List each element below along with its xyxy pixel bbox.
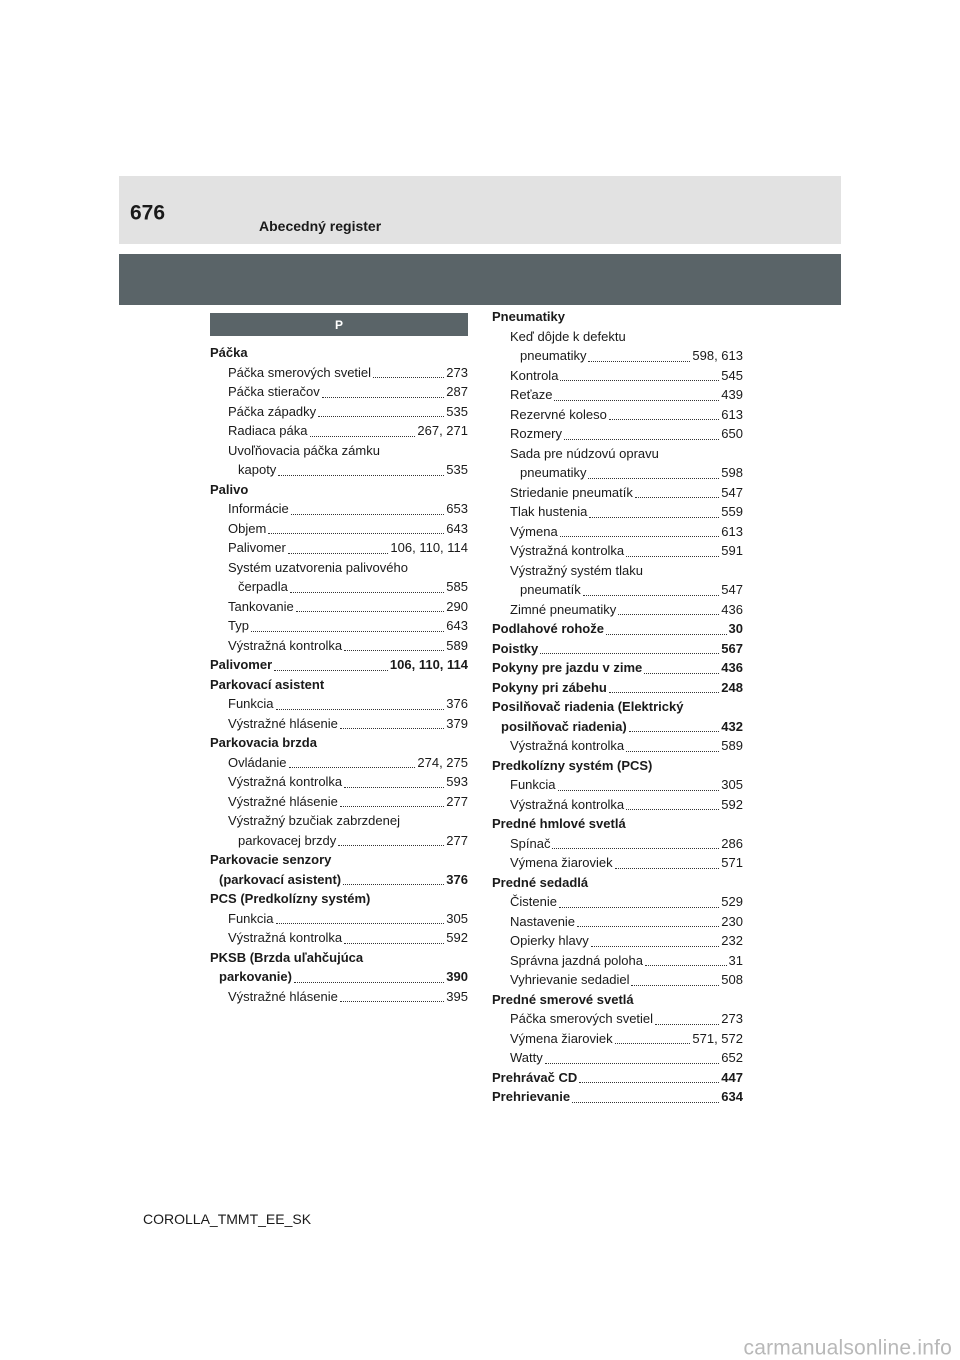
- index-entry: [210, 382, 468, 402]
- index-entry-page: 290: [446, 598, 468, 614]
- index-entry: [210, 655, 468, 675]
- index-entry-page: 592: [446, 930, 468, 945]
- index-entry-label: Správna jazdná poloha: [510, 952, 643, 968]
- dot-leader: [344, 786, 444, 788]
- index-entry-label: Výstražné hlásenie: [228, 715, 338, 731]
- index-entry: [210, 343, 468, 363]
- index-entry-page: 274, 275: [417, 754, 468, 770]
- index-entry-label: Striedanie pneumatík: [510, 484, 633, 500]
- dot-leader: [545, 1062, 720, 1064]
- index-entry-label: Zimné pneumatiky: [510, 601, 617, 617]
- index-entry: [492, 522, 743, 542]
- index-entry: [210, 363, 468, 383]
- index-entry-label: Funkcia: [228, 696, 274, 711]
- index-entry: [492, 1029, 743, 1049]
- index-entry-label: Palivomer: [210, 657, 273, 672]
- index-entry: [210, 558, 468, 578]
- dot-leader: [554, 399, 719, 401]
- index-entry-label: Výstražná kontrolka: [510, 543, 625, 558]
- index-entry-label: Výstražný bzučiak zabrzdenej: [228, 813, 400, 828]
- dot-leader: [540, 652, 719, 654]
- index-entry-label: Výmena žiaroviek: [510, 1030, 613, 1046]
- index-entry: [492, 1068, 743, 1088]
- dot-leader: [626, 750, 719, 752]
- index-entry-page: 567: [721, 640, 743, 656]
- dot-leader: [609, 691, 719, 693]
- index-entry: [492, 795, 743, 815]
- index-entry: [210, 519, 468, 539]
- index-entry-label: kapoty: [238, 462, 277, 477]
- index-entry-label: Posilňovač riadenia (Elektrický: [492, 699, 684, 714]
- index-entry: [210, 441, 468, 461]
- index-entry-page: 439: [721, 387, 743, 402]
- index-entry-page: 31: [728, 952, 743, 968]
- index-entry-label: Parkovacie senzory: [210, 852, 332, 867]
- index-entry-label: Pokyny pre jazdu v zime: [492, 660, 643, 675]
- index-entry-label: Vyhrievanie sedadiel: [510, 972, 630, 987]
- dot-leader: [344, 649, 444, 651]
- index-entry: [210, 850, 468, 870]
- index-entry-label: Predné smerové svetlá: [492, 991, 634, 1007]
- index-entry: [210, 499, 468, 519]
- index-entry: [210, 792, 468, 812]
- index-entry-label: Výstražný systém tlaku: [510, 562, 643, 578]
- index-entry-page: 634: [721, 1089, 743, 1104]
- index-entry-label: PCS (Predkolízny systém): [210, 891, 371, 906]
- index-entry-label: Ovládanie: [228, 754, 287, 770]
- index-entry: [492, 639, 743, 659]
- index-entry-label: parkovacej brzdy: [238, 832, 337, 848]
- index-entry: [492, 385, 743, 405]
- index-entry-label: Informácie: [228, 501, 289, 516]
- index-entry-page: 30: [728, 621, 743, 636]
- index-entry: [492, 931, 743, 951]
- dot-leader: [626, 555, 719, 557]
- index-entry: [492, 717, 743, 737]
- dot-leader: [626, 808, 719, 810]
- index-entry-label: Prehrievanie: [492, 1089, 571, 1104]
- index-entry-page: 232: [721, 933, 743, 948]
- index-entry: [492, 658, 743, 678]
- index-entry: [492, 834, 743, 854]
- index-entry-label: Predné hmlové svetlá: [492, 816, 626, 831]
- index-entry-label: parkovanie): [219, 969, 292, 984]
- index-entry-label: Podlahové rohože: [492, 621, 604, 636]
- dot-leader: [579, 1081, 719, 1083]
- index-entry-page: 508: [721, 972, 743, 987]
- dot-leader: [343, 883, 444, 885]
- index-entry-page: 535: [446, 462, 468, 477]
- index-entry-page: 273: [721, 1011, 743, 1026]
- index-entry-label: Watty: [510, 1050, 543, 1065]
- dot-leader: [629, 730, 720, 732]
- index-entry: [210, 714, 468, 734]
- index-entry-page: 390: [446, 969, 468, 984]
- dot-leader: [577, 925, 719, 927]
- index-entry: [492, 814, 743, 834]
- index-entry-label: Tlak hustenia: [510, 504, 588, 519]
- index-entry-page: 436: [721, 601, 743, 617]
- index-entry-label: Prehrávač CD: [492, 1069, 578, 1085]
- index-entry-page: 598: [721, 465, 743, 480]
- index-entry-label: Výmena: [510, 523, 558, 539]
- index-entry: [492, 1048, 743, 1068]
- index-entry: [210, 597, 468, 617]
- index-entry-label: Páčka smerových svetiel: [228, 364, 372, 380]
- index-entry: [210, 948, 468, 968]
- index-entry: [492, 327, 743, 347]
- index-entry: [210, 831, 468, 851]
- index-entry-label: Výstražná kontrolka: [228, 774, 343, 789]
- index-entry: [492, 366, 743, 386]
- index-entry-page: 571: [721, 855, 743, 870]
- index-entry-label: Objem: [228, 520, 267, 536]
- index-entry-page: 589: [446, 637, 468, 653]
- dot-leader: [572, 1101, 719, 1103]
- dot-leader: [251, 630, 444, 632]
- dot-leader: [615, 867, 720, 869]
- dot-leader: [276, 922, 445, 924]
- dot-leader: [344, 942, 444, 944]
- dot-leader: [274, 669, 388, 671]
- index-entry-label: Keď dôjde k defektu: [510, 328, 626, 344]
- index-entry-label: Predné sedadlá: [492, 874, 589, 890]
- index-entry: [492, 600, 743, 620]
- dot-leader: [340, 727, 444, 729]
- index-entry: [492, 873, 743, 893]
- index-entry-label: Opierky hlavy: [510, 933, 589, 948]
- dot-leader: [338, 844, 444, 846]
- index-entry: [492, 483, 743, 503]
- dot-leader: [588, 360, 690, 362]
- index-entry-label: Funkcia: [510, 777, 556, 792]
- index-entry: [210, 753, 468, 773]
- index-entry-label: Výstražné hlásenie: [228, 988, 338, 1004]
- index-entry-page: 376: [446, 871, 468, 887]
- index-entry-page: 643: [446, 618, 468, 633]
- index-entry: [210, 538, 468, 558]
- dot-leader: [294, 981, 444, 983]
- index-entry-page: 592: [721, 796, 743, 812]
- dot-leader: [552, 847, 719, 849]
- dot-leader: [589, 516, 719, 518]
- index-entry: [492, 736, 743, 756]
- dot-leader: [583, 594, 720, 596]
- document-code: COROLLA_TMMT_EE_SK: [143, 1211, 312, 1227]
- index-entry: [210, 480, 468, 500]
- dot-leader: [340, 805, 444, 807]
- index-entry: [492, 541, 743, 561]
- index-entry-page: 436: [721, 660, 743, 675]
- index-entry: [492, 678, 743, 698]
- index-entry: [210, 460, 468, 480]
- index-entry: [492, 951, 743, 971]
- dot-leader: [322, 396, 445, 398]
- index-entry-page: 643: [446, 520, 468, 536]
- index-entry: [210, 733, 468, 753]
- index-entry-page: 379: [446, 715, 468, 731]
- dot-leader: [559, 906, 719, 908]
- index-entry-label: Tankovanie: [228, 598, 294, 614]
- dot-leader: [560, 379, 719, 381]
- index-entry: [210, 675, 468, 695]
- index-entry-page: 547: [721, 484, 743, 500]
- index-entry-label: Výstražná kontrolka: [228, 637, 343, 653]
- dot-leader: [635, 496, 719, 498]
- index-entry-page: 653: [446, 501, 468, 516]
- index-entry-page: 589: [721, 738, 743, 753]
- index-entry-label: pneumatiky: [520, 465, 587, 480]
- dot-leader: [618, 613, 719, 615]
- dot-leader: [645, 964, 727, 966]
- index-entry: [492, 463, 743, 483]
- page-number: 676: [130, 201, 166, 225]
- index-entry-label: Spínač: [510, 835, 551, 851]
- dot-leader: [373, 376, 444, 378]
- index-entry-page: 305: [721, 777, 743, 792]
- index-entry-label: (parkovací asistent): [219, 871, 342, 887]
- index-entry-label: Parkovacia brzda: [210, 735, 317, 750]
- index-entry-label: Sada pre núdzovú opravu: [510, 445, 659, 461]
- index-entry-label: Výstražná kontrolka: [510, 796, 625, 812]
- dot-leader: [606, 633, 727, 635]
- index-entry-label: pneumatík: [520, 582, 581, 597]
- index-entry-label: čerpadla: [238, 579, 288, 594]
- watermark: carmanualsonline.info: [743, 1336, 952, 1360]
- index-entry-label: Páčka stieračov: [228, 384, 320, 399]
- index-entry-label: Výmena žiaroviek: [510, 855, 613, 870]
- index-entry-page: 106, 110, 114: [390, 540, 468, 555]
- index-entry-page: 376: [446, 696, 468, 711]
- dot-leader: [558, 789, 720, 791]
- index-entry-page: 598, 613: [692, 348, 743, 363]
- index-entry-label: Systém uzatvorenia palivového: [228, 559, 408, 575]
- index-entry-label: Výstražná kontrolka: [510, 738, 625, 753]
- index-entry: [210, 987, 468, 1007]
- index-entry-label: Palivomer: [228, 540, 286, 555]
- index-entry-page: 613: [721, 406, 743, 422]
- index-entry: [210, 889, 468, 909]
- dot-leader: [318, 415, 444, 417]
- index-entry-page: 432: [721, 718, 743, 734]
- index-entry-page: 547: [721, 582, 743, 597]
- dot-leader: [290, 591, 444, 593]
- index-entry-page: 585: [446, 579, 468, 594]
- index-entry-label: Parkovací asistent: [210, 676, 325, 692]
- index-column-left: [210, 313, 468, 1006]
- header-band: [119, 176, 841, 244]
- index-entry-label: Rozmery: [510, 426, 563, 441]
- index-entry: [210, 402, 468, 422]
- index-entry-page: 593: [446, 774, 468, 789]
- index-column-right: [492, 307, 743, 1107]
- dot-leader: [291, 513, 445, 515]
- index-entry: [492, 346, 743, 366]
- index-entry-page: 571, 572: [692, 1030, 743, 1046]
- index-entry: [210, 811, 468, 831]
- index-entry: [210, 928, 468, 948]
- index-entry-label: Nastavenie: [510, 913, 576, 929]
- dot-leader: [310, 435, 416, 437]
- dot-leader: [591, 945, 720, 947]
- index-entry: [492, 853, 743, 873]
- index-entry-label: Predkolízny systém (PCS): [492, 757, 653, 773]
- index-entry: [492, 405, 743, 425]
- index-entry-page: 273: [446, 364, 468, 380]
- index-entry: [210, 694, 468, 714]
- dot-leader: [340, 1000, 444, 1002]
- index-entry: [492, 307, 743, 327]
- index-entry-page: 230: [721, 913, 743, 929]
- dot-leader: [588, 477, 719, 479]
- section-letter-bar: P: [210, 313, 468, 336]
- index-entry-label: Funkcia: [228, 910, 274, 926]
- header-divider-band: [119, 254, 841, 305]
- index-entry-label: posilňovač riadenia): [501, 718, 627, 734]
- dot-leader: [655, 1023, 719, 1025]
- dot-leader: [644, 672, 719, 674]
- index-entry: [492, 970, 743, 990]
- index-entry-label: Pneumatiky: [492, 309, 565, 324]
- index-entry: [210, 616, 468, 636]
- index-entry: [210, 870, 468, 890]
- index-entry-page: 286: [721, 835, 743, 851]
- index-entry-label: Poistky: [492, 640, 539, 656]
- dot-leader: [615, 1042, 691, 1044]
- index-entry-page: 535: [446, 403, 468, 419]
- index-entry: [492, 775, 743, 795]
- dot-leader: [631, 984, 719, 986]
- index-entry-page: 305: [446, 910, 468, 926]
- index-entry-label: Radiaca páka: [228, 423, 308, 438]
- index-entry-label: Uvoľňovacia páčka zámku: [228, 442, 380, 458]
- index-entry-page: 447: [721, 1069, 743, 1085]
- index-entry-page: 248: [721, 679, 743, 695]
- index-entry-page: 106, 110, 114: [389, 657, 468, 672]
- index-entry: [492, 444, 743, 464]
- index-entry: [492, 756, 743, 776]
- index-entry: [492, 697, 743, 717]
- page-title: Abecedný register: [259, 218, 382, 234]
- index-entry-label: Palivo: [210, 481, 249, 497]
- index-entry-label: Rezervné koleso: [510, 406, 607, 422]
- index-entry: [210, 967, 468, 987]
- index-entry: [492, 561, 743, 581]
- index-entry: [492, 580, 743, 600]
- index-entry-page: 277: [446, 793, 468, 809]
- index-entry: [210, 636, 468, 656]
- index-entry: [492, 1009, 743, 1029]
- index-entry: [492, 424, 743, 444]
- dot-leader: [288, 552, 389, 554]
- index-entry-page: 650: [721, 426, 743, 441]
- index-entry-label: Výstražná kontrolka: [228, 930, 343, 945]
- index-entry-page: 287: [446, 384, 468, 399]
- index-entry: [210, 772, 468, 792]
- index-entry-page: 559: [721, 504, 743, 519]
- index-entry-page: 652: [721, 1050, 743, 1065]
- index-entry-page: 545: [721, 367, 743, 383]
- index-list-left: [210, 343, 468, 1006]
- index-entry: [492, 912, 743, 932]
- index-list-right: [492, 307, 743, 1107]
- index-entry: [210, 909, 468, 929]
- dot-leader: [296, 610, 445, 612]
- dot-leader: [289, 766, 416, 768]
- dot-leader: [278, 474, 444, 476]
- dot-leader: [609, 418, 719, 420]
- index-entry: [492, 990, 743, 1010]
- index-entry-page: 591: [721, 543, 743, 558]
- index-entry-label: Čistenie: [510, 894, 557, 909]
- index-entry-label: Výstražné hlásenie: [228, 793, 338, 809]
- dot-leader: [560, 535, 720, 537]
- index-entry-label: Reťaze: [510, 387, 553, 402]
- index-entry-label: Typ: [228, 618, 249, 633]
- index-entry-page: 529: [721, 894, 743, 909]
- index-entry: [492, 619, 743, 639]
- index-entry: [210, 421, 468, 441]
- index-entry-label: Kontrola: [510, 367, 559, 383]
- index-entry: [210, 577, 468, 597]
- index-entry: [492, 892, 743, 912]
- index-entry-label: Páčka smerových svetiel: [510, 1011, 654, 1026]
- index-entry-label: Pokyny pri zábehu: [492, 679, 607, 695]
- dot-leader: [276, 708, 445, 710]
- index-entry: [492, 1087, 743, 1107]
- dot-leader: [268, 532, 444, 534]
- dot-leader: [564, 438, 719, 440]
- index-entry-page: 277: [446, 832, 468, 848]
- index-entry-page: 267, 271: [417, 423, 468, 438]
- index-entry-label: Páčka západky: [228, 403, 317, 419]
- index-entry-page: 613: [721, 523, 743, 539]
- index-entry-label: Páčka: [210, 345, 248, 360]
- index-entry-page: 395: [446, 988, 468, 1004]
- index-entry: [492, 502, 743, 522]
- index-entry-label: pneumatiky: [520, 348, 587, 363]
- index-entry-label: PKSB (Brzda uľahčujúca: [210, 949, 364, 965]
